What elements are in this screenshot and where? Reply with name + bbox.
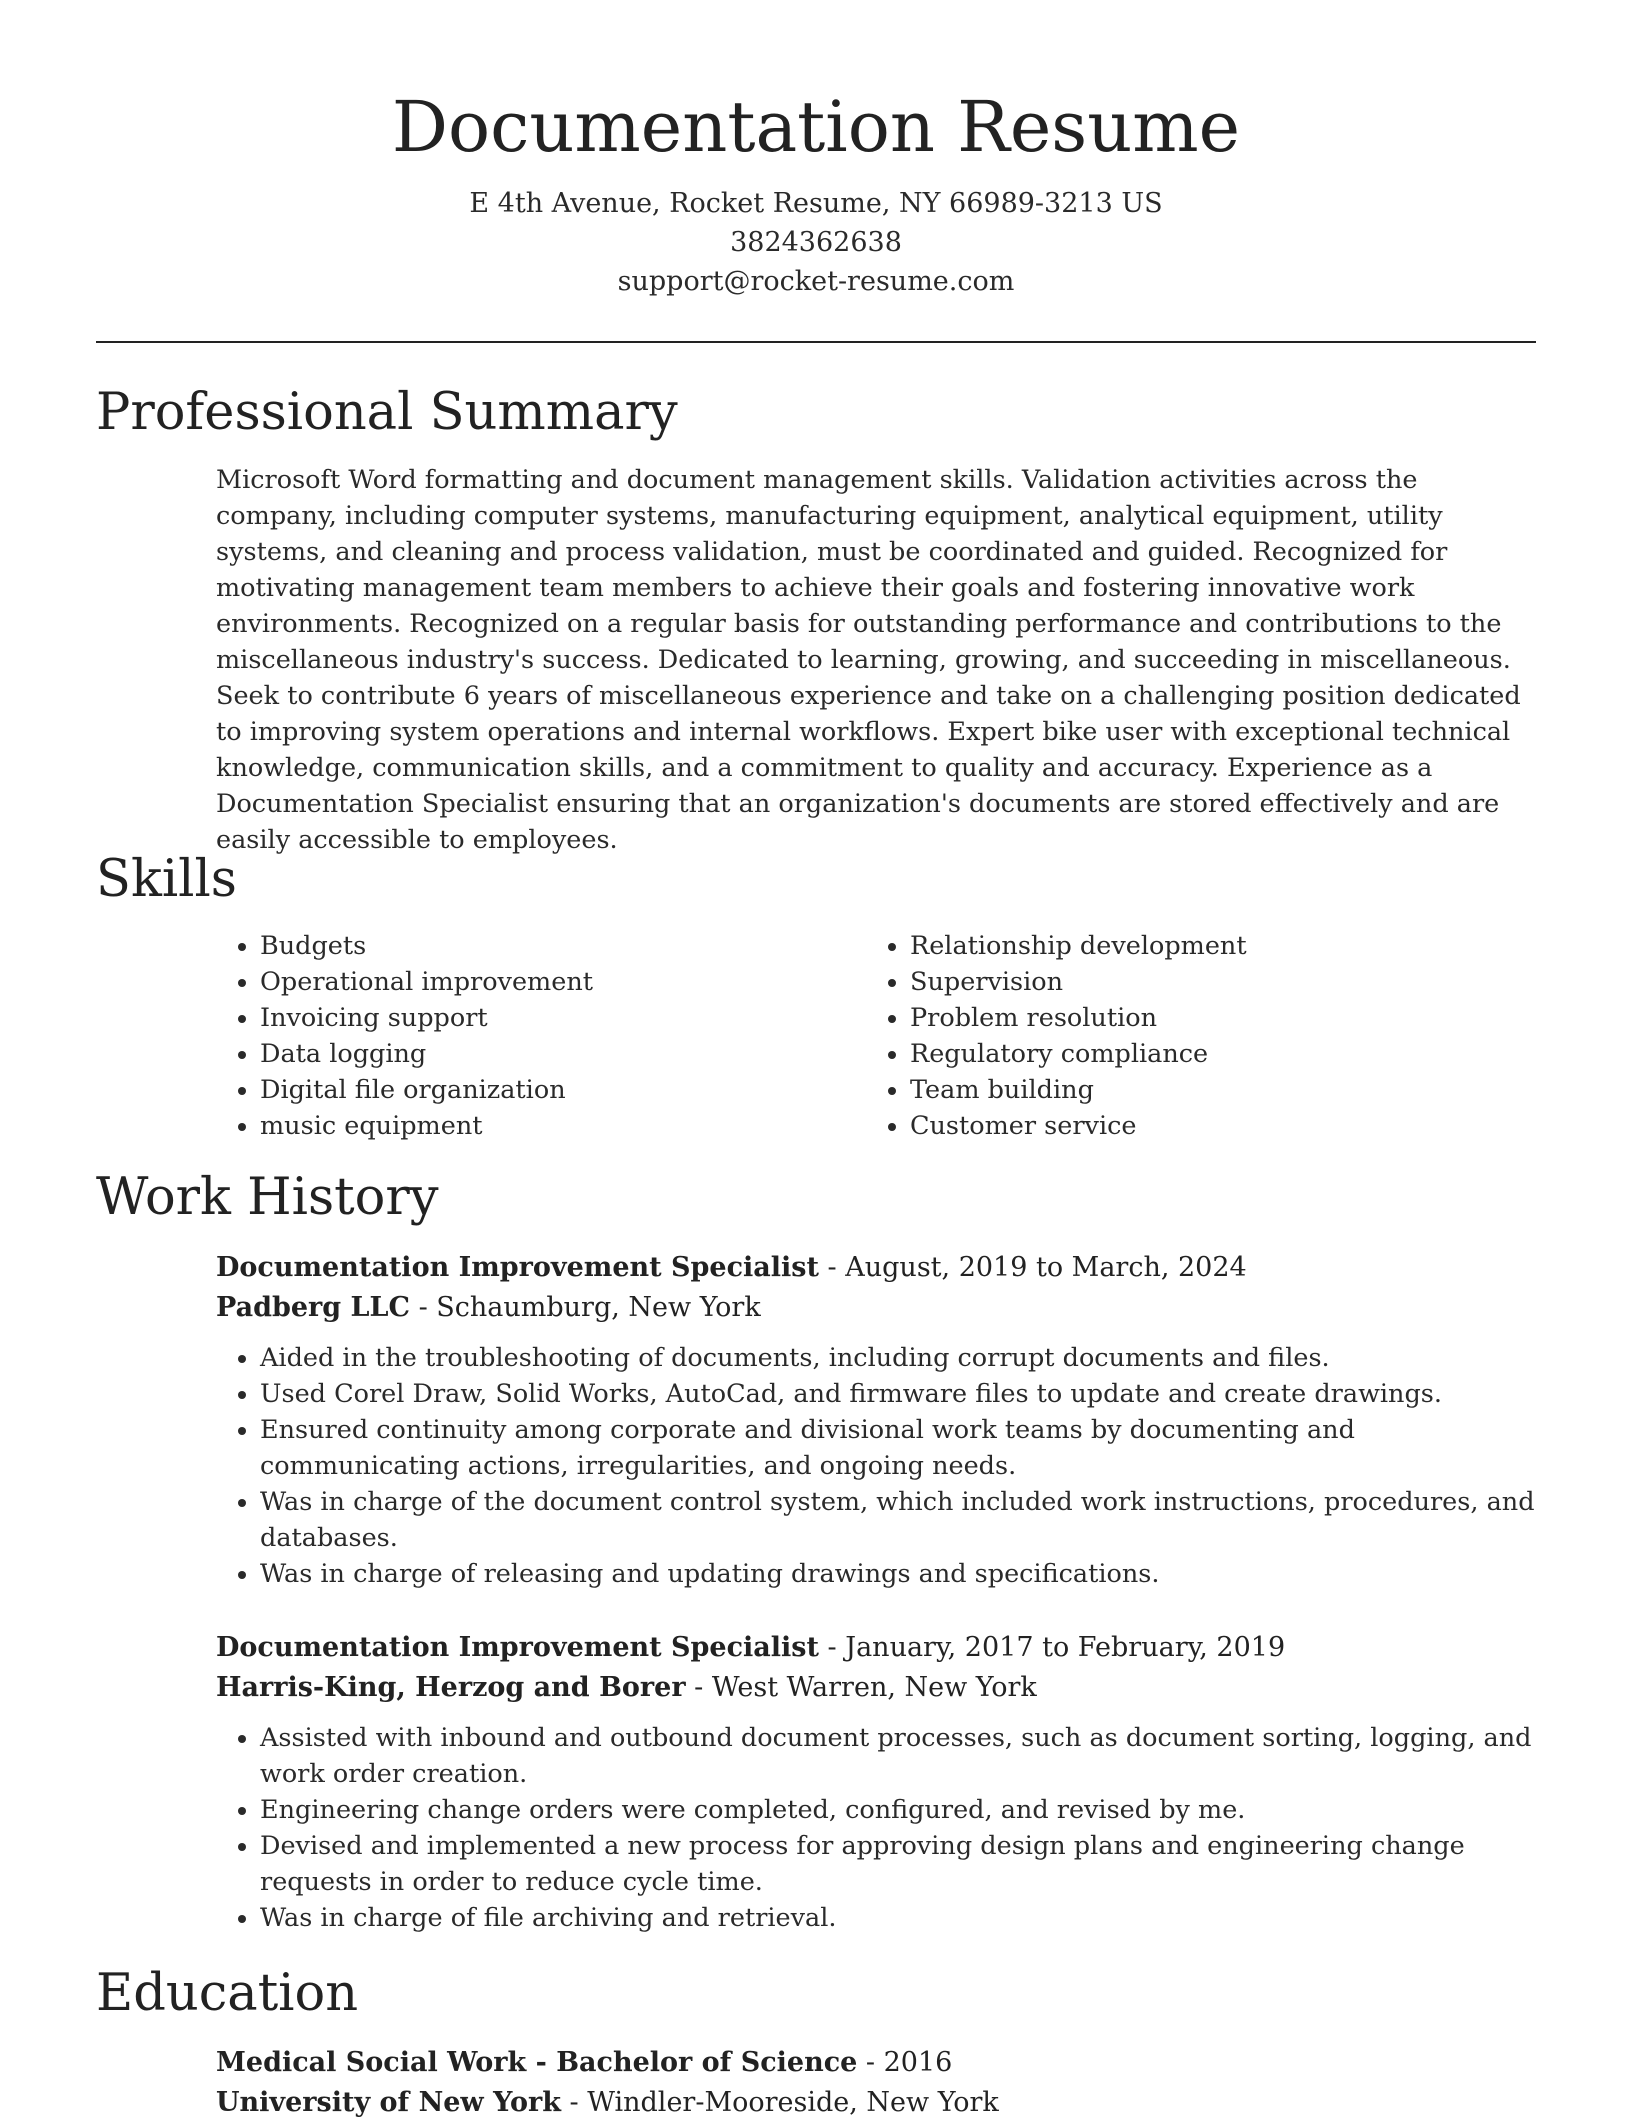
education-entry — [216, 2043, 1541, 2123]
skill-item: • Digital file organization — [260, 1072, 866, 1108]
contact-address: E 4th Avenue, Rocket Resume, NY 66989-3213 US — [469, 188, 1163, 219]
job-company-line — [216, 1288, 1541, 1328]
job-bullet: • Was in charge of releasing and updating drawings and specifications. — [260, 1556, 1541, 1592]
job-location: - West Warren, New York — [685, 1672, 1037, 1703]
job-bullet: • Engineering change orders were completed, configured, and revised by me. — [260, 1792, 1541, 1828]
skill-item: • Relationship development — [910, 928, 1516, 964]
job-bullets — [216, 1340, 1541, 1592]
resume-header — [96, 80, 1536, 301]
skill-item: • Regulatory compliance — [910, 1036, 1516, 1072]
skills-heading: Skills — [96, 850, 237, 909]
job-title-line — [216, 1248, 1541, 1288]
education-location: - Windler-Mooreside, New York — [560, 2087, 999, 2118]
job-entry — [216, 1248, 1541, 1592]
header-divider — [96, 341, 1536, 343]
skill-item: • Team building — [910, 1072, 1516, 1108]
job-company: Padberg LLC — [216, 1292, 410, 1323]
job-entry — [216, 1628, 1541, 1936]
job-location: - Schaumburg, New York — [409, 1292, 761, 1323]
skill-item: • Invoicing support — [260, 1000, 866, 1036]
work-history-heading: Work History — [96, 1168, 439, 1227]
contact-email: support@rocket-resume.com — [617, 266, 1015, 297]
job-bullet: • Ensured continuity among corporate and divisional work teams by documenting and communicating actions, irregularities, and ongoing needs. — [260, 1412, 1541, 1484]
job-role: Documentation Improvement Specialist — [216, 1252, 819, 1283]
job-bullet: • Assisted with inbound and outbound document processes, such as document sorting, logging, and work order creation. — [260, 1720, 1541, 1792]
skills-list — [216, 928, 1516, 1144]
job-company-line — [216, 1668, 1541, 1708]
skills-column-right — [866, 928, 1516, 1144]
resume-title: Documentation Resume — [391, 86, 1241, 168]
summary-text: Microsoft Word formatting and document management skills. Validation activities across the company, including computer systems, manufacturing equipment, analytical equipment, utility systems, and cleaning and process validation, must be coordinated and guided. Recognized for motivating management team members to achieve their goals and fostering innovative work environments. Recognized on a regular basis for outstanding performance and contributions to the miscellaneous industry's success. Dedicated to learning, growing, and succeeding in miscellaneous. Seek to contribute 6 years of miscellaneous experience and take on a challenging position dedicated to improving system operations and internal workflows. Expert bike user with exceptional technical knowledge, communication skills, and a commitment to quality and accuracy. Experience as a Documentation Specialist ensuring that an organization's documents are stored effectively and are easily accessible to employees. — [216, 465, 1521, 855]
education-school-line — [216, 2083, 1541, 2123]
contact-phone: 3824362638 — [730, 227, 902, 258]
job-dates: - August, 2019 to March, 2024 — [818, 1252, 1247, 1283]
education-year: - 2016 — [857, 2047, 953, 2078]
job-role: Documentation Improvement Specialist — [216, 1632, 819, 1663]
skill-item: • Data logging — [260, 1036, 866, 1072]
summary-heading: Professional Summary — [96, 383, 678, 442]
job-bullet: • Aided in the troubleshooting of documents, including corrupt documents and files. — [260, 1340, 1541, 1376]
job-bullet: • Was in charge of file archiving and retrieval. — [260, 1900, 1541, 1936]
job-bullets — [216, 1720, 1541, 1936]
skill-item: • Supervision — [910, 964, 1516, 1000]
education-school: University of New York — [216, 2087, 561, 2118]
education-degree: Medical Social Work - Bachelor of Science — [216, 2047, 858, 2078]
skill-item: • Problem resolution — [910, 1000, 1516, 1036]
job-dates: - January, 2017 to February, 2019 — [818, 1632, 1286, 1663]
skill-item: • Customer service — [910, 1108, 1516, 1144]
contact-block — [96, 184, 1536, 301]
job-bullet: • Devised and implemented a new process for approving design plans and engineering change requests in order to reduce cycle time. — [260, 1828, 1541, 1900]
job-company: Harris-King, Herzog and Borer — [216, 1672, 686, 1703]
skill-item: • music equipment — [260, 1108, 866, 1144]
job-title-line — [216, 1628, 1541, 1668]
job-bullet: • Was in charge of the document control system, which included work instructions, procedures, and databases. — [260, 1484, 1541, 1556]
skill-item: • Budgets — [260, 928, 866, 964]
skill-item: • Operational improvement — [260, 964, 866, 1000]
education-degree-line — [216, 2043, 1541, 2083]
education-heading: Education — [96, 1964, 359, 2023]
job-bullet: • Used Corel Draw, Solid Works, AutoCad, and firmware files to update and create drawings. — [260, 1376, 1541, 1412]
skills-column-left — [216, 928, 866, 1144]
